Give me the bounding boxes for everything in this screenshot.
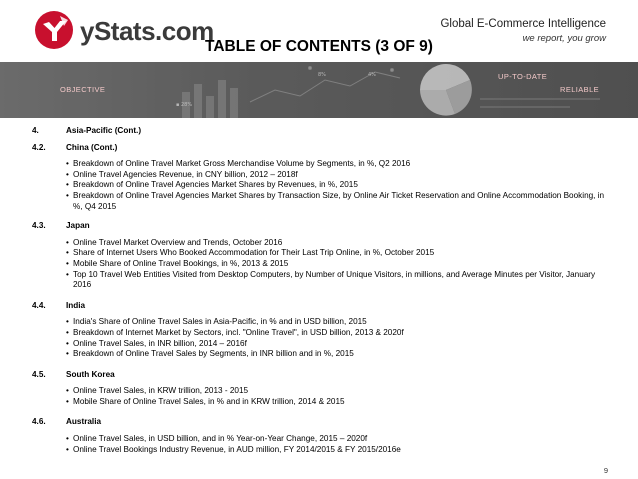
banner-word-up-to-date: UP-TO-DATE (498, 72, 548, 81)
toc-item-list (66, 159, 612, 212)
toc-item: • India's Share of Online Travel Sales in Asia-Pacific, in % and in USD billion, 2015 (66, 317, 612, 328)
toc-item-list (66, 434, 612, 455)
toc-subsection-title: Australia (66, 417, 102, 427)
toc-subsection (32, 143, 612, 213)
toc-subsection-number: 4.5. (32, 369, 46, 379)
toc-subsection-title: Japan (66, 221, 90, 231)
banner-word-objective: OBJECTIVE (60, 85, 106, 94)
header-banner (0, 62, 638, 118)
toc-item: • Online Travel Bookings Industry Revenue, in AUD million, FY 2014/2015 & FY 2015/2016e (66, 445, 612, 456)
toc-item: • Breakdown of Online Travel Agencies Market Shares by Revenues, in %, 2015 (66, 180, 612, 191)
toc-item: • Mobile Share of Online Travel Sales, in % and in KRW trillion, 2014 & 2015 (66, 397, 612, 408)
toc-subsection-heading (32, 221, 612, 232)
banner-word-reliable: RELIABLE (560, 85, 600, 94)
toc-item-list (66, 386, 612, 407)
svg-text:▪ 28%: ▪ 28% (176, 102, 193, 108)
toc-subsection (32, 370, 612, 408)
toc-subsection-title: China (Cont.) (66, 142, 118, 152)
toc-subsection-title: South Korea (66, 369, 115, 379)
toc-item-list (66, 317, 612, 359)
toc-item: • Top 10 Travel Web Entities Visited from Desktop Computers, by Number of Unique Visitors, in millions, and Average Minutes per Visitor, January 2016 (66, 270, 612, 291)
logo-text: yStats.com (80, 16, 214, 46)
table-of-contents (32, 126, 612, 465)
brand-title: Global E-Commerce Intelligence (440, 18, 606, 30)
toc-section-title: Asia-Pacific (Cont.) (66, 126, 142, 135)
brand-slogan: we report, you grow (522, 33, 606, 44)
page-title: TABLE OF CONTENTS (3 OF 9) (205, 38, 433, 55)
toc-item: • Online Travel Sales, in USD billion, and in % Year-on-Year Change, 2015 – 2020f (66, 434, 612, 445)
toc-section-heading (32, 126, 612, 137)
toc-item: • Breakdown of Online Travel Sales by Segments, in INR billion and in %, 2015 (66, 349, 612, 360)
toc-subsection (32, 417, 612, 455)
toc-subsection-title: India (66, 300, 86, 310)
toc-subsection-number: 4.2. (32, 142, 46, 152)
toc-subsection-heading (32, 370, 612, 381)
toc-item: • Mobile Share of Online Travel Bookings, in %, 2013 & 2015 (66, 259, 612, 270)
svg-text:4%: 4% (368, 72, 376, 78)
toc-subsection-number: 4.3. (32, 221, 46, 231)
toc-item: • Share of Internet Users Who Booked Accommodation for Their Last Trip Online, in %, October 2015 (66, 248, 612, 259)
toc-item-list (66, 238, 612, 291)
toc-subsection (32, 301, 612, 360)
toc-section-number: 4. (32, 126, 39, 135)
toc-subsection-heading (32, 417, 612, 428)
page-number: 9 (603, 466, 608, 475)
toc-subsection (32, 221, 612, 291)
toc-item: • Breakdown of Online Travel Market Gross Merchandise Volume by Segments, in %, Q2 2016 (66, 159, 612, 170)
toc-subsection-number: 4.6. (32, 417, 46, 427)
toc-item: • Online Travel Agencies Revenue, in CNY billion, 2012 – 2018f (66, 170, 612, 181)
toc-item: • Online Travel Sales, in KRW trillion, 2013 - 2015 (66, 386, 612, 397)
toc-subsection-number: 4.4. (32, 300, 46, 310)
svg-text:8%: 8% (318, 72, 326, 78)
toc-item: • Breakdown of Internet Market by Sectors, incl. "Online Travel", in USD billion, 2013 & 2020f (66, 328, 612, 339)
toc-item: • Online Travel Sales, in INR billion, 2014 – 2016f (66, 339, 612, 350)
toc-item: • Breakdown of Online Travel Agencies Market Shares by Transaction Size, by Online Air Ticket Reservation and Online Accommodation Booking, in %, Q4 2015 (66, 191, 612, 212)
toc-subsection-heading (32, 301, 612, 312)
toc-subsection-heading (32, 143, 612, 154)
toc-item: • Online Travel Market Overview and Trends, October 2016 (66, 238, 612, 249)
